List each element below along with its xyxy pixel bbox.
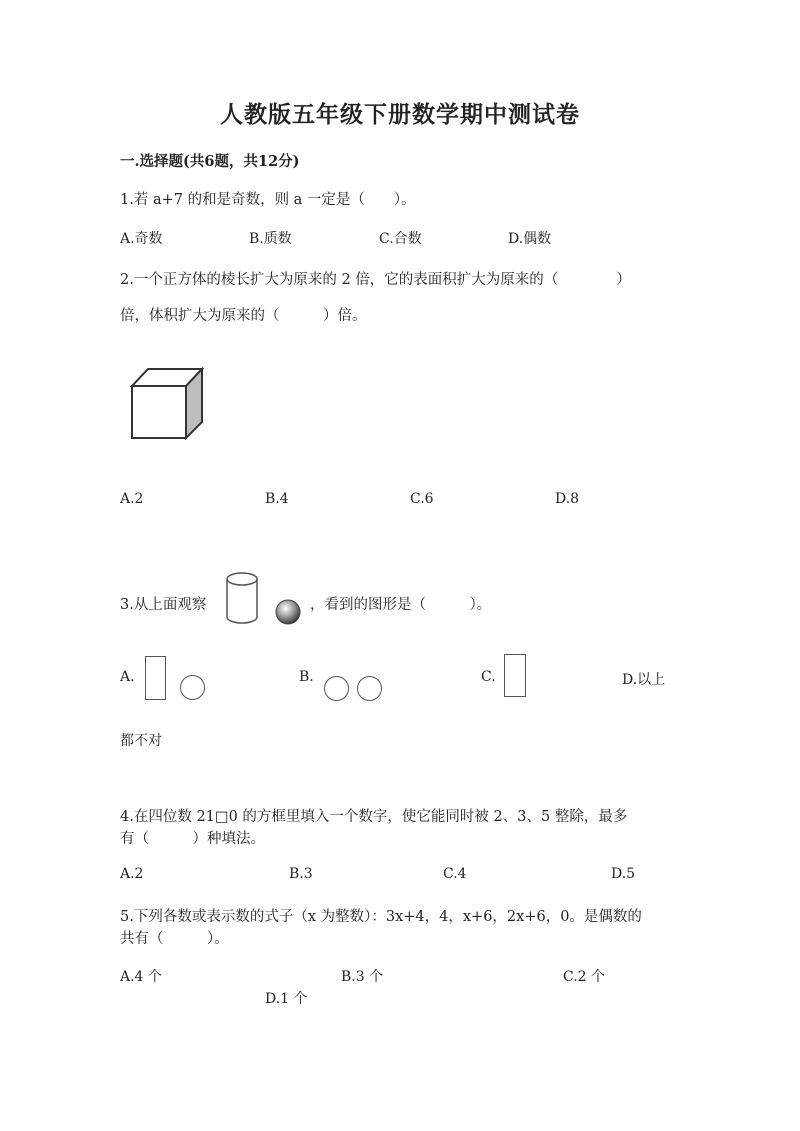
question-3-suffix: ，看到的图形是（ ）。 [310,597,492,613]
q5-option-c[interactable]: C.2 个 [563,969,606,985]
question-3-prefix: 3.从上面观察 [120,597,207,613]
q3-option-d-continued: 都不对 [120,733,162,749]
q5-option-a[interactable]: A.4 个 [120,969,162,985]
question-4-line-2: 有（ ）种填法。 [120,831,265,847]
q2-option-c[interactable]: C.6 [410,491,434,507]
question-5-line-2: 共有（ ）。 [120,931,229,947]
q5-option-d[interactable]: D.1 个 [265,991,308,1007]
question-5-line-1: 5.下列各数或表示数的式子（x 为整数）：3x+4，4，x+6，2x+6，0。是偶数的 [120,909,642,925]
q4-option-c[interactable]: C.4 [443,866,467,882]
q3-option-b[interactable]: B. [299,669,314,685]
q3-option-c-rectangle [504,654,526,697]
question-2-line-2: 倍，体积扩大为原来的（ ）倍。 [120,308,367,324]
q3-option-b-circle-left [324,676,349,701]
q2-option-d[interactable]: D.8 [555,491,580,507]
q3-option-a-rectangle [145,656,166,700]
question-4-line-1: 4.在四位数 21□0 的方框里填入一个数字，使它能同时被 2、3、5 整除，最多 [120,809,628,825]
cube-figure [126,364,208,444]
q1-option-c[interactable]: C.合数 [379,231,422,247]
q3-option-d[interactable]: D.以上 [622,672,666,688]
question-2-line-1: 2.一个正方体的棱长扩大为原来的 2 倍，它的表面积扩大为原来的（ ） [120,272,631,288]
q1-option-b[interactable]: B.质数 [249,231,292,247]
q4-option-d[interactable]: D.5 [611,866,636,882]
q4-option-b[interactable]: B.3 [289,866,313,882]
section-heading: 一.选择题(共6题，共12分) [120,153,300,170]
q4-option-a[interactable]: A.2 [120,866,144,882]
q2-option-a[interactable]: A.2 [120,491,144,507]
page-title: 人教版五年级下册数学期中测试卷 [220,101,580,128]
q3-option-a[interactable]: A. [120,669,135,685]
q3-option-c[interactable]: C. [481,669,496,685]
q3-option-b-circle-right [357,676,382,701]
q1-option-a[interactable]: A.奇数 [120,231,163,247]
cylinder-figure [224,570,260,626]
question-1-text: 1.若 a+7 的和是奇数，则 a 一定是（ ）。 [120,192,416,208]
q5-option-b[interactable]: B.3 个 [341,969,384,985]
sphere-figure [274,598,302,626]
q1-option-d[interactable]: D.偶数 [508,231,552,247]
q3-option-a-circle [180,675,205,700]
q2-option-b[interactable]: B.4 [265,491,289,507]
